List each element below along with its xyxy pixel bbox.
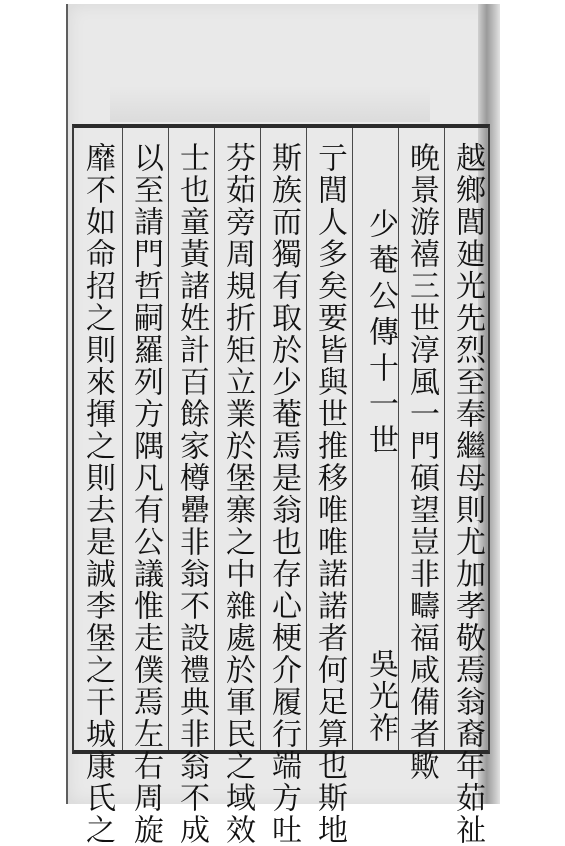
text-column-9: 靡不如命招之則來揮之則去是誠李堡之干城康氏之 [80, 142, 115, 846]
column-rule [352, 128, 353, 750]
text-column-4: 亍閭人多矣要皆與世推移唯唯諾諾者何足算也斯地 [312, 142, 347, 846]
text-column-7: 士也童黃諸姓計百餘家樽罍非翁不設禮典非翁不成 [174, 142, 209, 846]
column-rule [306, 128, 307, 750]
author-name: 吳光祚 [363, 648, 398, 744]
bleed-through-shadow [110, 86, 430, 122]
text-column-5: 斯族而獨有取於少菴焉是翁也存心梗介履行端方吐 [266, 142, 301, 846]
section-title: 少菴公傳十一世 [363, 208, 398, 460]
column-rule [260, 128, 261, 750]
text-column-1: 越鄉閭廸光先烈至奉繼母則尤加孝敬焉翁裔年茹祉 [450, 142, 485, 846]
column-rule [168, 128, 169, 750]
column-rule [444, 128, 445, 750]
column-rule [214, 128, 215, 750]
column-rule [122, 128, 123, 750]
text-column-6: 芬茹旁周規折矩立業於堡寨之中雜處於軍民之域效 [220, 142, 255, 846]
text-column-2: 晚景游禧三世淳風一門碩望豈非疇福咸備者歟 [404, 142, 439, 782]
text-frame [72, 124, 490, 846]
text-column-8: 以至請門哲嗣羅列方隅凡有公議惟走僕焉左右周旋 [128, 142, 163, 846]
